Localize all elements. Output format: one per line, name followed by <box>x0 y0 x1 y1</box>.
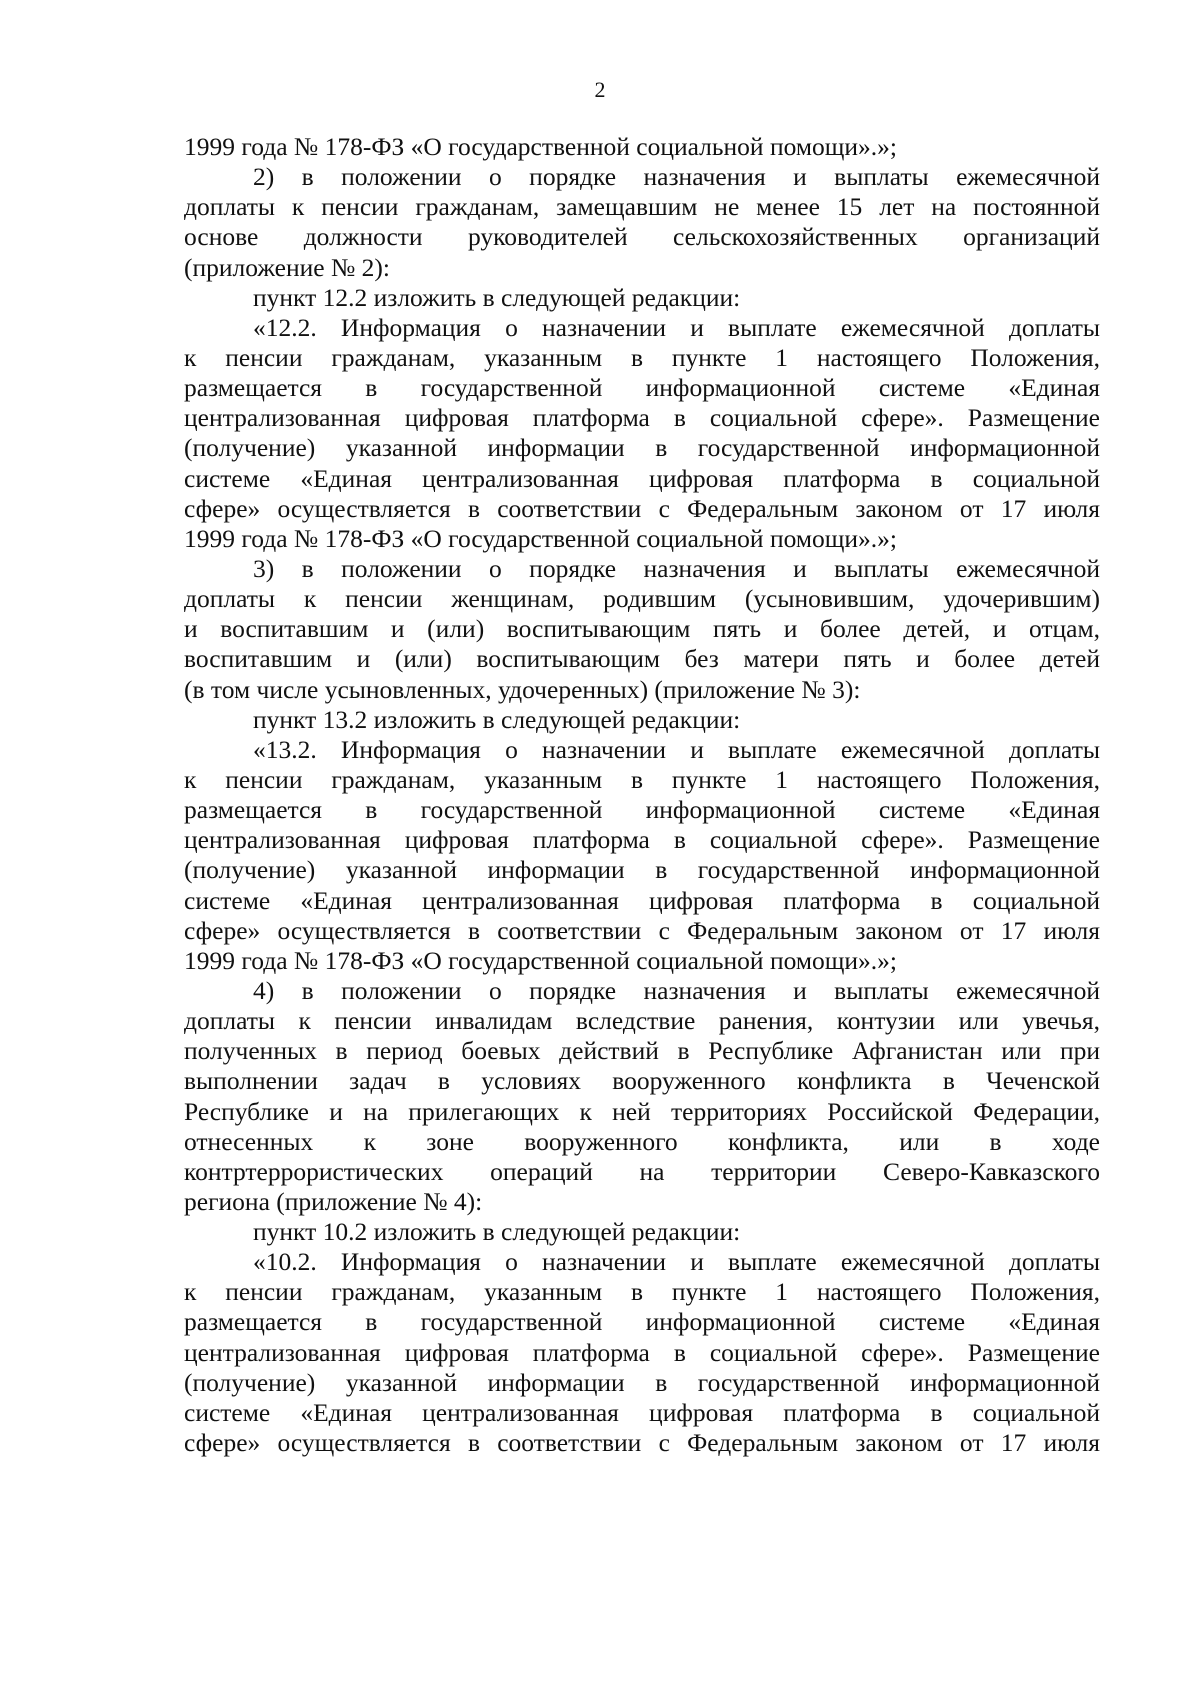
text-line: системе «Единая централизованная цифровая платформа в социальной <box>184 463 1100 493</box>
text-line: «12.2. Информация о назначении и выплате ежемесячной доплаты <box>253 312 1100 342</box>
text-line: размещается в государственной информационной системе «Единая <box>184 795 1100 825</box>
document-body <box>184 132 1100 1458</box>
text-line: к пенсии гражданам, указанным в пункте 1 настоящего Положения, <box>184 342 1100 372</box>
text-line: 2) в положении о порядке назначения и выплаты ежемесячной <box>253 162 1100 192</box>
text-line: размещается в государственной информационной системе «Единая <box>184 1307 1100 1337</box>
text-line: пункт 12.2 изложить в следующей редакции: <box>253 282 741 312</box>
text-line: централизованная цифровая платформа в социальной сфере». Размещение <box>184 825 1100 855</box>
text-line: пункт 10.2 изложить в следующей редакции: <box>253 1217 741 1247</box>
text-line: «13.2. Информация о назначении и выплате ежемесячной доплаты <box>253 734 1100 764</box>
text-line: системе «Единая централизованная цифровая платформа в социальной <box>184 885 1100 915</box>
text-line: «10.2. Информация о назначении и выплате ежемесячной доплаты <box>253 1247 1100 1277</box>
text-line: (получение) указанной информации в государственной информационной <box>184 855 1100 885</box>
text-line: (в том числе усыновленных, удочеренных) (приложение № 3): <box>184 674 861 704</box>
text-line: 1999 года № 178-ФЗ «О государственной социальной помощи».»; <box>184 945 897 975</box>
text-line: сфере» осуществляется в соответствии с Федеральным законом от 17 июля <box>184 493 1100 523</box>
text-line: доплаты к пенсии женщинам, родившим (усыновившим, удочерившим) <box>184 584 1100 614</box>
text-line: пункт 13.2 изложить в следующей редакции: <box>253 704 741 734</box>
text-line: (получение) указанной информации в государственной информационной <box>184 433 1100 463</box>
text-line: к пенсии гражданам, указанным в пункте 1 настоящего Положения, <box>184 1277 1100 1307</box>
text-line: централизованная цифровая платформа в социальной сфере». Размещение <box>184 1337 1100 1367</box>
text-line: региона (приложение № 4): <box>184 1186 483 1216</box>
text-line: к пенсии гражданам, указанным в пункте 1 настоящего Положения, <box>184 764 1100 794</box>
text-line: системе «Единая централизованная цифровая платформа в социальной <box>184 1397 1100 1427</box>
text-line: сфере» осуществляется в соответствии с Федеральным законом от 17 июля <box>184 1428 1100 1458</box>
text-line: основе должности руководителей сельскохозяйственных организаций <box>184 222 1100 252</box>
text-line: сфере» осуществляется в соответствии с Федеральным законом от 17 июля <box>184 915 1100 945</box>
text-line: 1999 года № 178-ФЗ «О государственной социальной помощи».»; <box>184 523 897 553</box>
text-line: доплаты к пенсии гражданам, замещавшим не менее 15 лет на постоянной <box>184 192 1100 222</box>
text-line: 3) в положении о порядке назначения и выплаты ежемесячной <box>253 553 1100 583</box>
text-line: (приложение № 2): <box>184 252 390 282</box>
text-line: и воспитавшим и (или) воспитывающим пять и более детей, и отцам, <box>184 614 1100 644</box>
text-line: (получение) указанной информации в государственной информационной <box>184 1367 1100 1397</box>
text-line: выполнении задач в условиях вооруженного конфликта в Чеченской <box>184 1066 1100 1096</box>
text-line: централизованная цифровая платформа в социальной сфере». Размещение <box>184 403 1100 433</box>
text-line: 4) в положении о порядке назначения и выплаты ежемесячной <box>253 975 1100 1005</box>
text-line: отнесенных к зоне вооруженного конфликта, или в ходе <box>184 1126 1100 1156</box>
text-line: размещается в государственной информационной системе «Единая <box>184 373 1100 403</box>
text-line: контртеррористических операций на территории Северо-Кавказского <box>184 1156 1100 1186</box>
text-line: доплаты к пенсии инвалидам вследствие ранения, контузии или увечья, <box>184 1006 1100 1036</box>
text-line: Республике и на прилегающих к ней территориях Российской Федерации, <box>184 1096 1100 1126</box>
text-line: 1999 года № 178-ФЗ «О государственной социальной помощи».»; <box>184 132 897 161</box>
text-line: полученных в период боевых действий в Республике Афганистан или при <box>184 1036 1100 1066</box>
text-line: воспитавшим и (или) воспитывающим без матери пять и более детей <box>184 644 1100 674</box>
page-number: 2 <box>594 77 606 102</box>
